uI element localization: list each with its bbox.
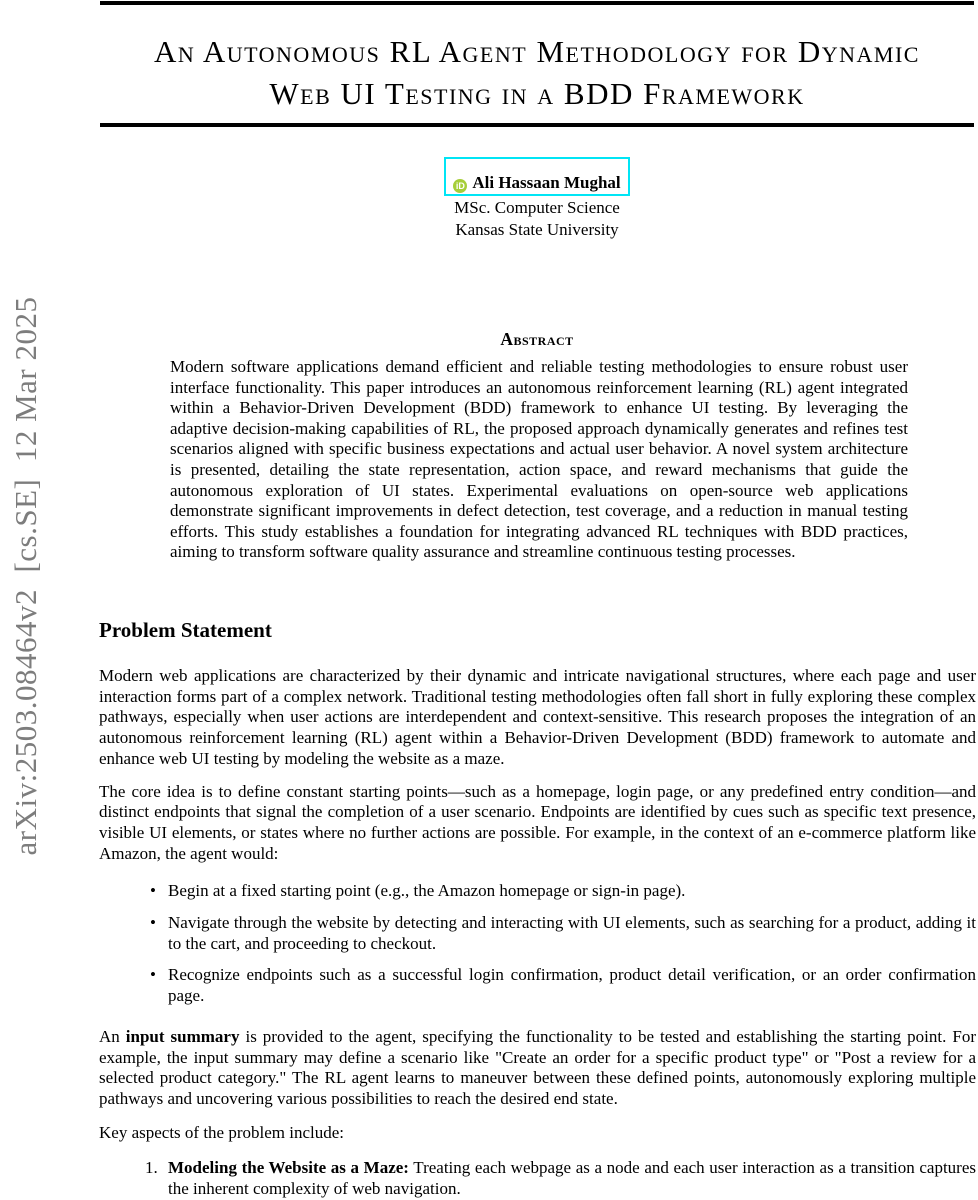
bullet-icon: • — [150, 881, 156, 901]
numbered-item-bold-lead: Modeling the Website as a Maze: — [168, 1158, 409, 1178]
arxiv-watermark: arXiv:2503.08464v2 [cs.SE] 12 Mar 2025 — [8, 296, 43, 856]
paragraph-3-bold-term: input summary — [125, 1026, 240, 1046]
paragraph-1: Modern web applications are characterized by their dynamic and intricate navigational structures, where each page and user interaction forms part of a complex network. Traditional testing methodologies often fall short in fully exploring these complex pathways, especially when user actions are interdependent and context-sensitive. This research proposes the integration of an autonomous reinforcement learning (RL) agent within a Behavior-Driven Development (BDD) framework to automate and enhance web UI testing by modeling the website as a maze. — [99, 666, 976, 768]
list-item — [150, 881, 976, 902]
author-link-box[interactable] — [444, 157, 629, 196]
bullet-text: Begin at a fixed starting point (e.g., the Amazon homepage or sign-in page). — [168, 881, 686, 901]
paper-title-line1: An Autonomous RL Agent Methodology for Dynamic — [154, 34, 920, 69]
paper-title-line2: Web UI Testing in a BDD Framework — [269, 76, 805, 111]
bullet-text: Recognize endpoints such as a successful login confirmation, product detail verification, or an order confirmation page. — [168, 965, 976, 1006]
author-block — [100, 157, 974, 240]
bullet-text: Navigate through the website by detecting and interacting with UI elements, such as searching for a product, adding it to the cart, and proceeding to checkout. — [168, 913, 976, 953]
orcid-icon[interactable]: iD — [453, 179, 467, 193]
author-affiliation: Kansas State University — [455, 220, 619, 239]
bullet-list — [150, 881, 976, 1007]
bullet-icon: • — [150, 965, 156, 985]
paragraph-2: The core idea is to define constant starting points—such as a homepage, login page, or any predefined entry condition—and distinct endpoints that signal the completion of a user scenario. Endpoints are identified by cues such as specific text presence, visible UI elements, or states where no further actions are possible. For example, in the context of an e-commerce platform like Amazon, the agent would: — [99, 781, 976, 863]
paragraph-4: Key aspects of the problem include: — [99, 1122, 345, 1142]
paragraph-3 — [99, 1027, 976, 1110]
numbered-item-text — [168, 1158, 976, 1199]
abstract-heading: Abstract — [500, 329, 574, 349]
title-rule-top — [100, 1, 974, 5]
abstract-body: Modern software applications demand efficient and reliable testing methodologies to ensure robust user interface functionality. This paper introduces an autonomous reinforcement learning (RL) agent integrated within a Behavior-Driven Development (BDD) framework to enhance UI testing. By leveraging the adaptive decision-making capabilities of RL, the proposed approach dynamically generates and refines test scenarios aligned with specific business expectations and actual user behavior. A novel system architecture is presented, detailing the state representation, action space, and reward mechanisms that guide the autonomous exploration of UI states. Experimental evaluations on open-source web applications demonstrate significant improvements in defect detection, test coverage, and a reduction in manual testing efforts. This study establishes a foundation for integrating advanced RL techniques with BDD practices, aiming to transform software quality assurance and streamline continuous testing processes. — [170, 357, 908, 562]
numbered-item-1 — [145, 1158, 976, 1199]
section-heading-problem-statement: Problem Statement — [99, 618, 272, 642]
numbered-item-body: Treating each webpage as a node and each user interaction as a transition captures the inherent complexity of web navigation. — [168, 1158, 976, 1199]
author-name: Ali Hassaan Mughal — [472, 173, 621, 192]
body-text — [99, 666, 976, 1200]
numbered-list — [145, 1158, 976, 1199]
numbered-item-marker: 1. — [145, 1158, 158, 1178]
paragraph-3-prefix: An — [99, 1026, 126, 1046]
author-degree: MSc. Computer Science — [454, 198, 620, 217]
list-item — [150, 913, 976, 954]
list-item — [150, 965, 976, 1006]
paragraph-3-rest: is provided to the agent, specifying the functionality to be tested and establishing the starting point. For example, the input summary may define a scenario like "Create an order for a specific product type" or "Post a review for a selected product category." The RL agent learns to maneuver between these defined points, autonomously exploring multiple pathways and uncovering various possibilities to reach the desired end state. — [99, 1026, 976, 1108]
paper-title — [100, 31, 974, 115]
title-rule-bottom — [100, 123, 974, 127]
bullet-icon: • — [150, 913, 156, 933]
